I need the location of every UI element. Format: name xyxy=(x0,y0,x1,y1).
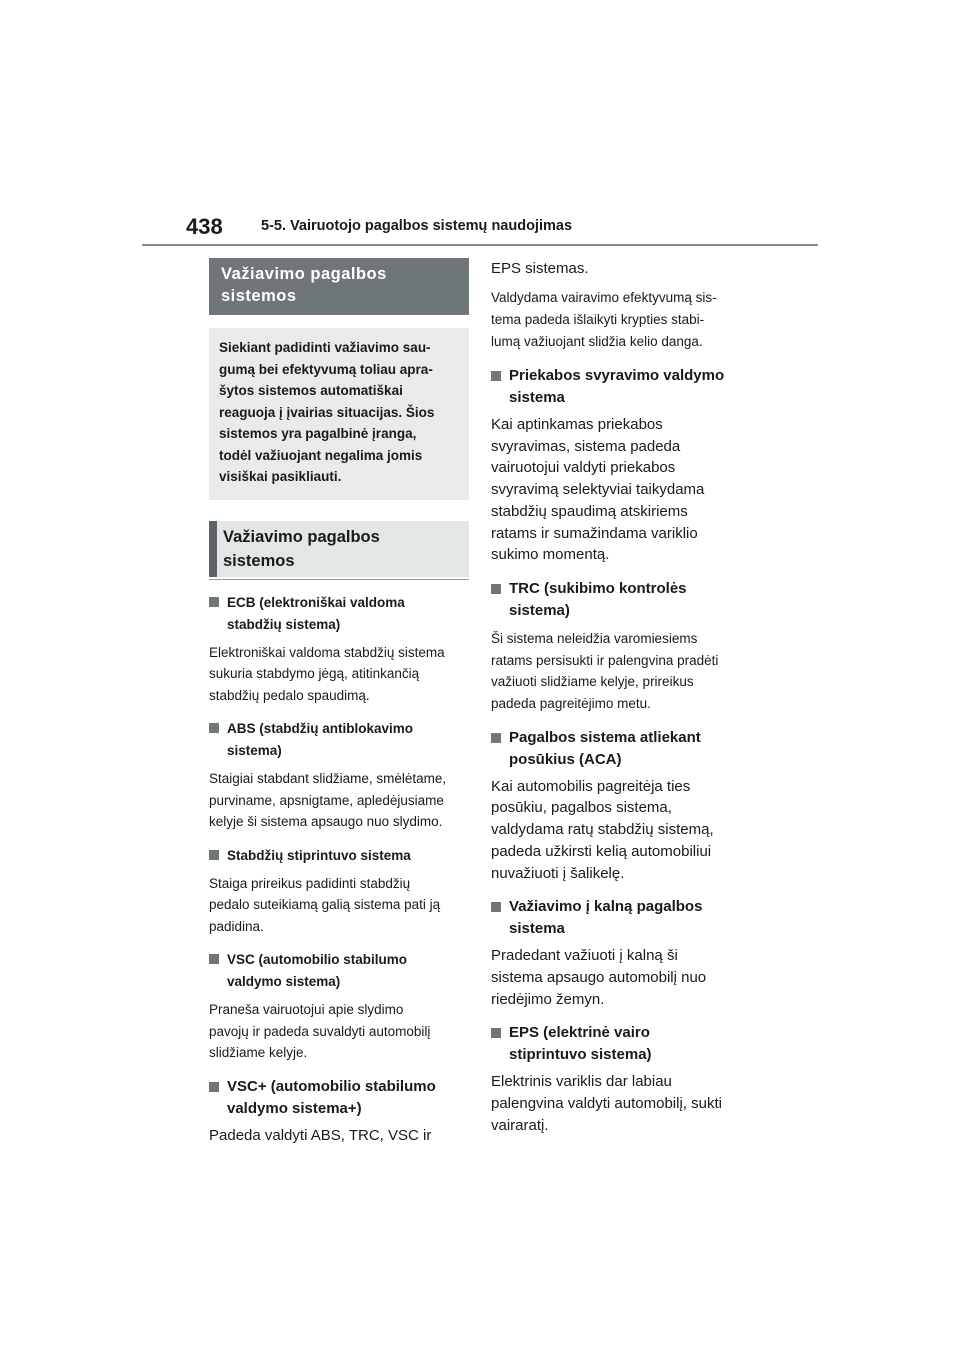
feature-hill-start xyxy=(491,896,751,1010)
intro-line: visiškai pasikliauti. xyxy=(219,469,342,484)
square-bullet-icon xyxy=(209,954,219,964)
feature-body-line: purviname, apsnigtame, apledėjusiame xyxy=(209,792,444,808)
intro-line: sistemos yra pagalbinė įranga, xyxy=(219,426,417,441)
feature-title-line: Važiavimo į kalną pagalbos xyxy=(509,898,703,916)
feature-title-line: VSC+ (automobilio stabilumo xyxy=(227,1077,436,1095)
feature-body-line: Padeda valdyti ABS, TRC, VSC ir xyxy=(209,1126,432,1144)
sub-heading-line: sistemos xyxy=(223,551,295,570)
feature-body-line: vairaratį. xyxy=(491,1116,549,1134)
feature-body-line: posūkiu, pagalbos sistema, xyxy=(491,799,672,817)
right-column xyxy=(491,258,751,1136)
feature-body-line: svyravimas, sistema padeda xyxy=(491,437,681,455)
square-bullet-icon xyxy=(209,597,219,607)
feature-body-line: Pradedant važiuoti į kalną ši xyxy=(491,947,678,965)
square-bullet-icon xyxy=(491,371,501,381)
header-rule xyxy=(142,244,818,246)
sub-heading xyxy=(209,521,469,577)
feature-body-line: ratams persisukti ir palengvina pradėti xyxy=(491,652,719,668)
feature-title-line: posūkius (ACA) xyxy=(509,750,622,768)
feature-title-line: ECB (elektroniškai valdoma xyxy=(227,594,405,610)
square-bullet-icon xyxy=(209,723,219,733)
feature-body-line: Praneša vairuotojui apie slydimo xyxy=(209,1002,404,1017)
intro-line: todėl važiuojant negalima jomis xyxy=(219,447,423,463)
feature-body-line: sistema apsaugo automobilį nuo xyxy=(491,968,707,986)
feature-title-line: TRC (sukibimo kontrolės xyxy=(509,579,687,597)
feature-body-line: sukuria stabdymo jėgą, atitinkančią xyxy=(209,666,420,681)
feature-body-line: Kai automobilis pagreitėja ties xyxy=(491,777,691,795)
section-title: 5-5. Vairuotojo pagalbos sistemų naudojimas xyxy=(261,218,573,234)
feature-abs xyxy=(209,718,469,833)
intro-line: gumą bei efektyvumą toliau apra- xyxy=(219,361,433,377)
feature-body-line: važiuoti slidžiame kelyje, prireikus xyxy=(491,674,694,690)
feature-body-line: stabdžių pedalo spaudimą. xyxy=(209,687,370,703)
feature-body-line: palengvina valdyti automobilį, sukti xyxy=(491,1095,722,1113)
intro-line: reaguoja į įvairias situacijas. Šios xyxy=(219,404,435,420)
feature-body-line: svyravimą selektyviai taikydama xyxy=(491,481,705,499)
feature-body-line: padeda užkirsti kelią automobiliui xyxy=(491,842,712,860)
feature-title-line: valdymo sistema) xyxy=(227,974,341,989)
feature-body-line: kelyje ši sistema apsaugo nuo slydimo. xyxy=(209,814,443,829)
square-bullet-icon xyxy=(491,584,501,594)
feature-body-line: Staiga prireikus padidinti stabdžių xyxy=(209,875,411,891)
feature-body-line: ratams ir sumažindama variklio xyxy=(491,524,698,542)
feature-body-line: Staigiai stabdant slidžiame, smėlėtame, xyxy=(209,771,447,786)
feature-body-line: sukimo momentą. xyxy=(491,546,610,564)
feature-trailer-sway xyxy=(491,365,751,566)
sub-heading-rule xyxy=(209,579,469,580)
feature-body-line: pavojų ir padeda suvaldyti automobilį xyxy=(209,1023,431,1039)
sub-heading-line: Važiavimo pagalbos xyxy=(223,527,380,546)
feature-body-line: Kai aptinkamas priekabos xyxy=(491,416,663,433)
feature-aca xyxy=(491,727,751,885)
feature-title-line: sistema xyxy=(509,389,565,406)
feature-title-line: Stabdžių stiprintuvo sistema xyxy=(227,847,411,863)
main-heading-line: sistemos xyxy=(221,287,297,305)
feature-brake-assist xyxy=(209,845,469,938)
feature-title-line: Pagalbos sistema atliekant xyxy=(509,728,701,746)
square-bullet-icon xyxy=(209,850,219,860)
feature-title-line: valdymo sistema+) xyxy=(227,1099,362,1117)
square-bullet-icon xyxy=(209,1082,219,1092)
feature-title-line: EPS (elektrinė vairo xyxy=(509,1024,650,1042)
feature-title-line: Priekabos svyravimo valdymo xyxy=(509,367,725,384)
square-bullet-icon xyxy=(491,902,501,912)
feature-body-line: Elektrinis variklis dar labiau xyxy=(491,1073,672,1091)
intro-line: Siekiant padidinti važiavimo sau- xyxy=(219,340,431,355)
square-bullet-icon xyxy=(491,733,501,743)
main-heading xyxy=(209,258,469,315)
continuation-text: EPS sistemas. xyxy=(491,260,589,277)
feature-body-line: valdydama ratų stabdžių sistemą, xyxy=(491,821,714,839)
feature-title-line: stiprintuvo sistema) xyxy=(509,1046,652,1064)
intro-box xyxy=(209,328,469,500)
feature-title-line: sistema xyxy=(509,920,565,938)
intro-line: šytos sistemos automatiškai xyxy=(219,383,403,398)
feature-title-line: stabdžių sistema) xyxy=(227,616,341,632)
feature-title-line: sistema) xyxy=(509,601,570,619)
feature-ecb xyxy=(209,592,469,707)
feature-title-line: sistema) xyxy=(227,743,282,758)
feature-title-line: VSC (automobilio stabilumo xyxy=(227,952,408,967)
note-line: Valdydama vairavimo efektyvumą sis- xyxy=(491,290,717,305)
feature-body-line: padeda pagreitėjimo metu. xyxy=(491,696,651,712)
feature-body-line: stabdžių spaudimą atskiriems xyxy=(491,502,688,520)
feature-body-line: nuvažiuoti į šalikelę. xyxy=(491,864,625,882)
page-number: 438 xyxy=(186,214,223,239)
feature-body-line: pedalo suteikiamą galią sistema pati ją xyxy=(209,897,441,912)
square-bullet-icon xyxy=(491,1028,501,1038)
note-line: tema padeda išlaikyti krypties stabi- xyxy=(491,312,705,327)
feature-body-line: Elektroniškai valdoma stabdžių sistema xyxy=(209,644,445,660)
main-heading-line: Važiavimo pagalbos xyxy=(221,265,387,283)
feature-body-line: Ši sistema neleidžia varomiesiems xyxy=(491,630,698,646)
feature-body-line: padidina. xyxy=(209,918,264,934)
feature-vsc xyxy=(209,949,469,1064)
feature-body-line: slidžiame kelyje. xyxy=(209,1045,308,1060)
feature-eps xyxy=(491,1022,751,1136)
feature-title-line: ABS (stabdžių antiblokavimo xyxy=(227,721,414,736)
feature-vsc-plus xyxy=(209,1076,469,1147)
feature-body-line: vairuotojui valdyti priekabos xyxy=(491,459,676,477)
note-line: lumą važiuojant slidžia kelio danga. xyxy=(491,334,703,349)
note-text xyxy=(491,287,751,353)
feature-body-line: riedėjimo žemyn. xyxy=(491,990,605,1008)
feature-trc xyxy=(491,578,751,715)
sub-heading-bar xyxy=(209,521,217,577)
left-column xyxy=(209,258,469,1146)
